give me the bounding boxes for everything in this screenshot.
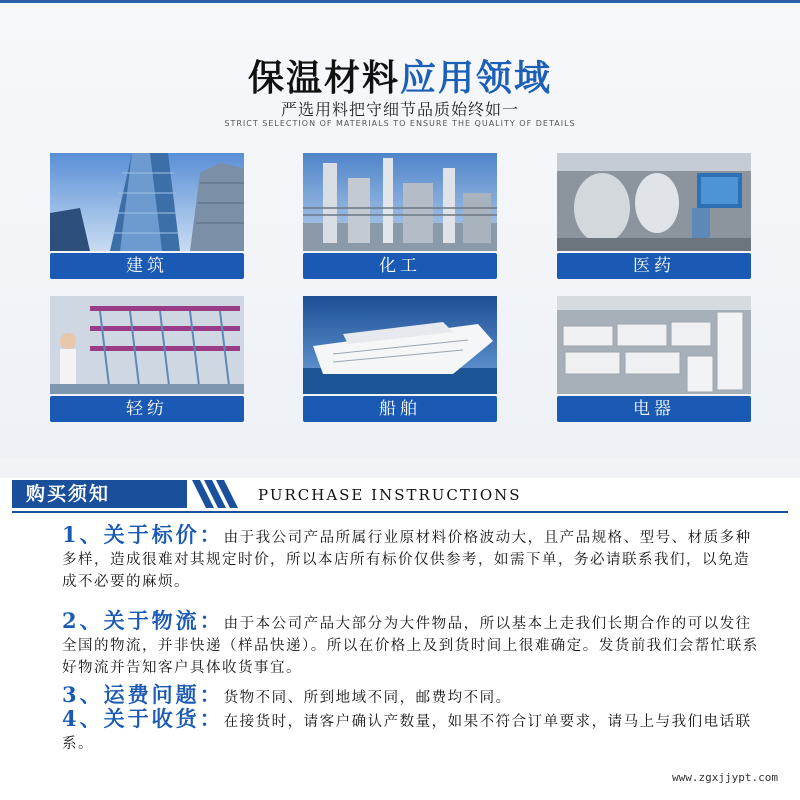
item-text: 在接货时，请客户确认产数量，如果不符合订单要求，请马上与我们电话联系。 (62, 714, 752, 752)
purchase-item-2 (62, 610, 762, 679)
subtitle-en: STRICT SELECTION OF MATERIALS TO ENSURE THE QUALITY OF DETAILS (224, 119, 576, 128)
purchase-title: 购买须知 (12, 480, 187, 508)
application-card-building[interactable] (50, 153, 244, 279)
chemical-plant-photo (303, 153, 497, 251)
application-card-textile[interactable] (50, 296, 244, 422)
application-card-chemical[interactable] (303, 153, 497, 279)
application-card-ship[interactable] (303, 296, 497, 422)
application-card-pharmaceutical[interactable] (557, 153, 751, 279)
application-label: 建筑 (50, 253, 244, 279)
item-text: 由于本公司产品大部分为大件物品，所以基本上走我们长期合作的可以发往全国的物流，并非快递（样品快递）。所以在价格上及到货时间上很难确定。发货前我们会帮忙联系好物流并告知客户具体收货事宜。 (62, 616, 759, 676)
application-label: 船舶 (303, 396, 497, 422)
subtitle: 严选用料把守细节品质始终如一 (280, 100, 519, 119)
page-title (0, 50, 800, 101)
textile-mill-photo (50, 296, 244, 394)
item-heading: 3、运费问题： (62, 682, 224, 707)
building-photo (50, 153, 244, 251)
item-heading: 2、关于物流： (62, 608, 224, 633)
purchase-item-1 (62, 524, 762, 593)
application-card-appliance[interactable] (557, 296, 751, 422)
cruise-ship-photo (303, 296, 497, 394)
purchase-title-en: PURCHASE INSTRUCTIONS (258, 486, 522, 504)
stripe-decoration-icon (192, 480, 252, 508)
air-conditioner-photo (557, 296, 751, 394)
purchase-divider (12, 511, 788, 513)
item-heading: 1、关于标价： (62, 522, 224, 547)
title-part1: 保温材料 (247, 58, 400, 99)
purchase-item-4 (62, 708, 762, 755)
title-part2: 应用领域 (400, 58, 553, 99)
pharmaceutical-plant-photo (557, 153, 751, 251)
item-text: 货物不同、所到地域不同，邮费均不同。 (223, 690, 512, 706)
section-separator (0, 458, 800, 478)
item-text: 由于我公司产品所属行业原材料价格波动大，且产品规格、型号、材质多种多样，造成很难对其规定时价，所以本店所有标价仅供参考，如需下单，务必请联系我们，以免造成不必要的麻烦。 (62, 530, 752, 590)
application-label: 轻纺 (50, 396, 244, 422)
item-heading: 4、关于收货： (62, 706, 224, 731)
watermark: www.zgxjjypt.com (672, 771, 778, 784)
application-label: 电器 (557, 396, 751, 422)
application-label: 医药 (557, 253, 751, 279)
application-label: 化工 (303, 253, 497, 279)
